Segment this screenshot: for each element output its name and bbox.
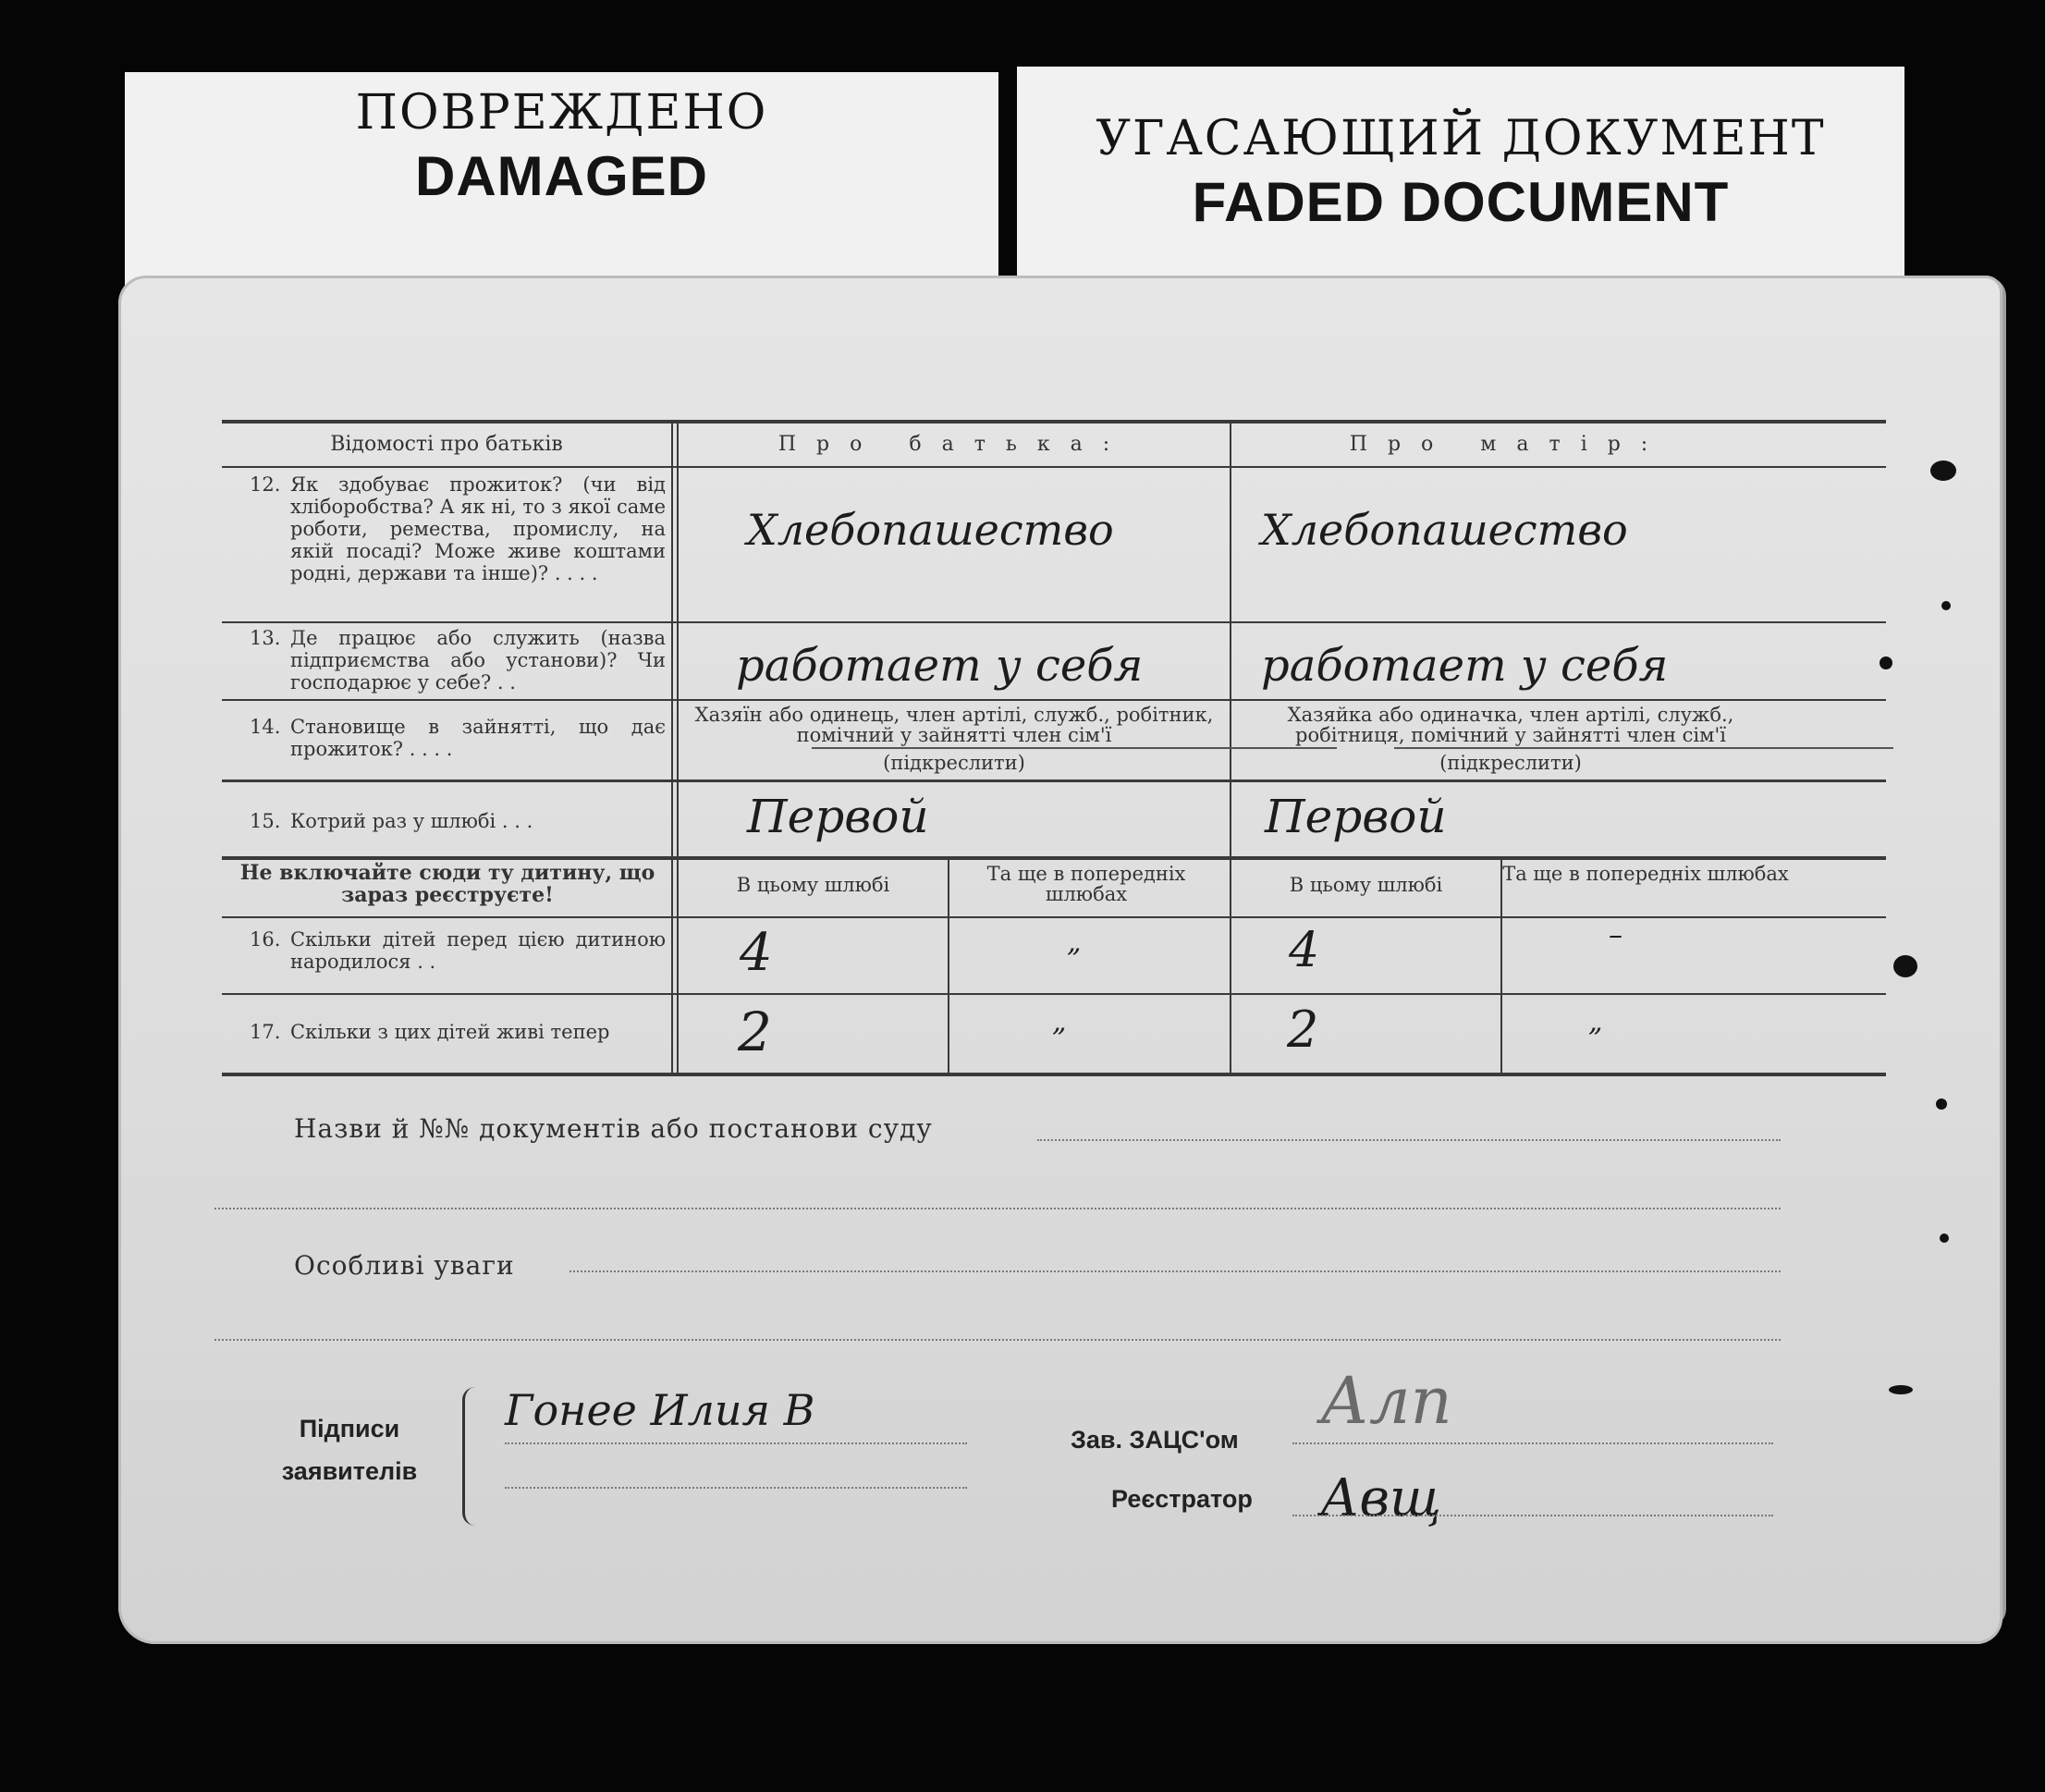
row-15-question: Котрий раз у шлюбі . . . [290, 810, 533, 832]
header-info-about-parents: Відомості про батьків [330, 433, 563, 456]
father-previous-marriages-header: Та ще в попередніх шлюбах [986, 863, 1186, 905]
row-13-mother-answer: работает у себя [1261, 640, 1669, 692]
notes-label: Особливі уваги [294, 1250, 515, 1281]
damaged-stamp [125, 72, 998, 299]
signatures-label-line1: Підписи [299, 1415, 400, 1442]
row-12-father-answer: Хлебопашество [747, 505, 1114, 555]
punch-hole [1936, 1099, 1947, 1110]
documents-label: Назви й №№ документів або постанови суду [294, 1113, 933, 1144]
punch-hole [1940, 1234, 1949, 1243]
damaged-stamp-en: DAMAGED [415, 145, 708, 207]
row-17-mother-prev: „ [1588, 1006, 1603, 1038]
row-15-mother-answer: Первой [1265, 790, 1447, 843]
row-14-mother-options: Хазяйка або одиначка, член артілі, служб., робітниця, помічний у зайнятті член сім'ї [1287, 704, 1734, 746]
header-about-mother: Про матір: [1349, 433, 1669, 456]
notes-line-2 [214, 1339, 1781, 1341]
row-16-mother-this: 4 [1289, 923, 1320, 978]
row-14-question: Становище в зайнятті, що дає прожиток? . . . . [290, 716, 666, 760]
header-about-father: Про батька: [778, 433, 1131, 456]
row-17-mother-this: 2 [1287, 1000, 1319, 1059]
record-card [118, 276, 2002, 1644]
head-signature: Алп [1320, 1363, 1452, 1439]
row-12-question: Як здобуває прожиток? (чи від хліборобства? А як ні, то з якої саме роботи, ремества, промислу, на якій посаді? Може живе коштами родні, держави та інше)? . . . . [290, 473, 666, 584]
applicant-signature-line [505, 1442, 967, 1444]
row-14-father-note: (підкреслити) [883, 752, 1025, 774]
row-13-number: 13. [250, 627, 281, 649]
documents-line-2 [214, 1208, 1781, 1209]
row-14-father-underline [812, 747, 1337, 749]
documents-line [1037, 1139, 1781, 1141]
signatures-label [276, 1407, 423, 1492]
faded-stamp [1017, 67, 1904, 298]
row-17-number: 17. [250, 1021, 281, 1043]
head-label: Зав. ЗАЦС'ом [1071, 1426, 1239, 1454]
damaged-stamp-ru: ПОВРЕЖДЕНО [355, 85, 768, 141]
row-14-mother-underline [1394, 747, 1893, 749]
notes-line [569, 1270, 1781, 1272]
row-17-father-prev: „ [1052, 1006, 1067, 1038]
punch-hole [1941, 601, 1951, 610]
row-12-number: 12. [250, 473, 281, 496]
faded-stamp-ru: УГАСАЮЩИЙ ДОКУМЕНТ [1096, 111, 1826, 166]
mother-this-marriage-header: В цьому шлюбі [1289, 874, 1443, 896]
punch-hole [1930, 460, 1956, 481]
children-warning: Не включайте сюди ту дитину, що зараз реєструєте! [239, 861, 655, 907]
row-13-question: Де працює або служить (назва підприємства або установи)? Чи господарює у себе? . . [290, 627, 666, 693]
punch-hole [1893, 955, 1917, 977]
row-16-number: 16. [250, 928, 281, 951]
signatures-brace [462, 1387, 478, 1526]
applicant-signature: Гонее Илия В [505, 1385, 815, 1435]
row-17-father-this: 2 [738, 1000, 772, 1063]
signatures-label-line2: заявителів [281, 1457, 418, 1485]
head-signature-line [1292, 1442, 1773, 1444]
applicant-signature-line-2 [505, 1487, 967, 1489]
row-16-father-this: 4 [740, 923, 773, 983]
row-14-number: 14. [250, 716, 281, 738]
row-13-father-answer: работает у себя [736, 640, 1144, 692]
punch-hole [1880, 657, 1892, 669]
row-16-father-prev: „ [1067, 927, 1082, 959]
registrar-signature: Авщ [1320, 1468, 1442, 1528]
row-14-father-options: Хазяїн або одинець, член артілі, служб., робітник, помічний у зайнятті член сім'ї [694, 704, 1214, 746]
row-17-question: Скільки з цих дітей живі тепер [290, 1021, 610, 1043]
mother-previous-marriages-header: Та ще в попередніх шлюбах [1502, 863, 1789, 885]
row-14-mother-note: (підкреслити) [1439, 752, 1582, 774]
row-12-mother-answer: Хлебопашество [1261, 505, 1628, 555]
faded-stamp-en: FADED DOCUMENT [1192, 171, 1730, 233]
row-15-number: 15. [250, 810, 281, 832]
registrar-signature-line [1292, 1515, 1773, 1516]
row-15-father-answer: Первой [747, 790, 929, 843]
father-this-marriage-header: В цьому шлюбі [736, 874, 890, 896]
registrar-label: Реєстратор [1111, 1485, 1253, 1513]
row-16-mother-prev: – [1609, 919, 1623, 951]
row-16-question: Скільки дітей перед цією дитиною народилося . . [290, 928, 666, 973]
punch-hole [1889, 1385, 1913, 1394]
